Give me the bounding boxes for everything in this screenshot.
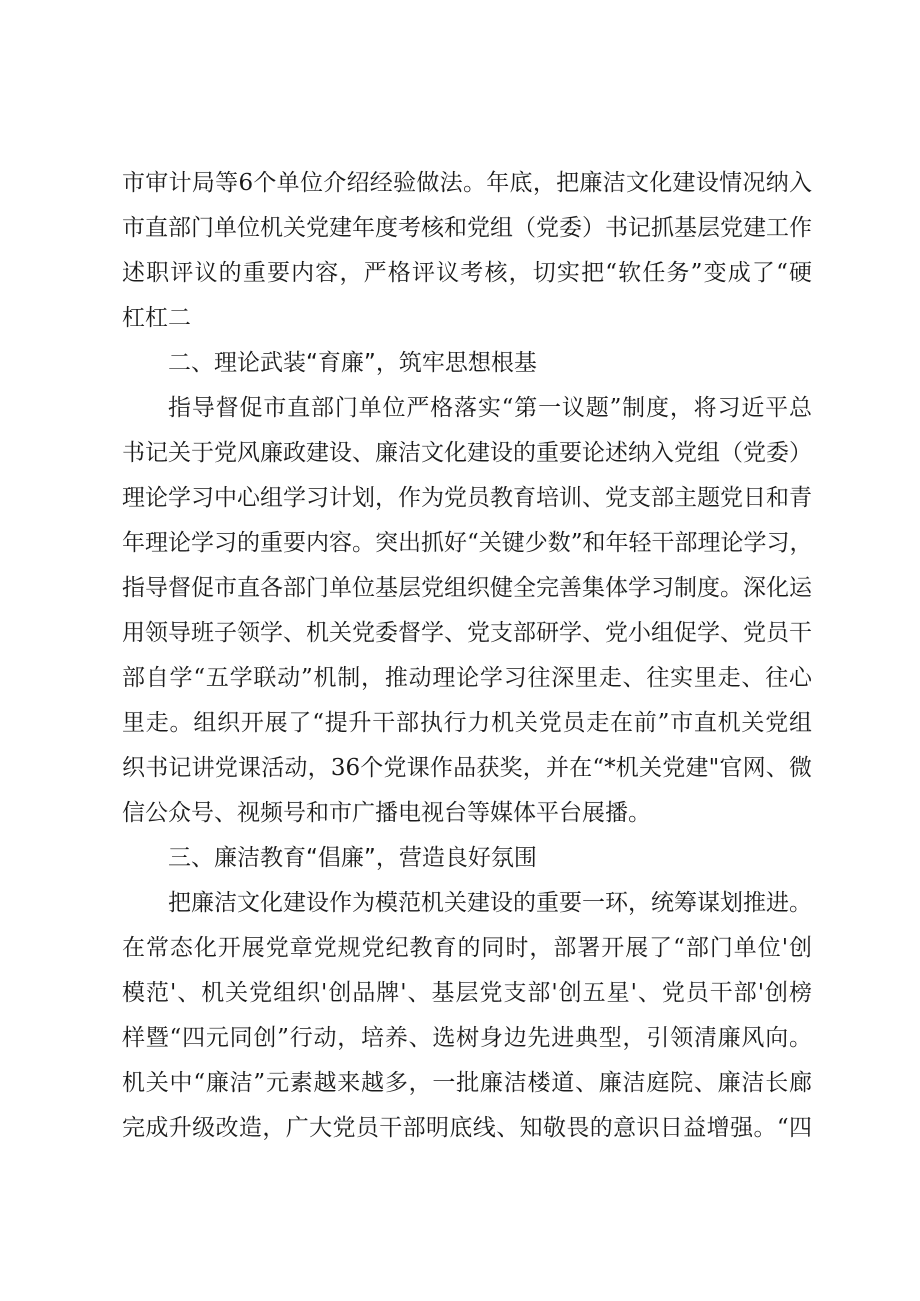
paragraph-2-line-10: 信公众号、视频号和市广播电视台等媒体平台展播。	[122, 800, 651, 826]
paragraph-2-line-8: 里走。组织开展了“提升干部执行力机关党员走在前”市直机关党组	[122, 710, 812, 736]
paragraph-2-line-3: 理论学习中心组学习计划，作为党员教育培训、党支部主题党日和青	[122, 485, 812, 511]
paragraph-2-line-1: 指导督促市直部门单位严格落实“第一议题”制度，将习近平总	[168, 395, 812, 421]
paragraph-3-line-2: 在常态化开展党章党规党纪教育的同时，部署开展了“部门单位'创	[122, 935, 812, 961]
paragraph-2-line-5: 指导督促市直各部门单位基层党组织健全完善集体学习制度。深化运	[122, 575, 812, 601]
section-2-heading: 二、理论武装“育廉”，筑牢思想根基	[168, 350, 537, 376]
paragraph-3-line-3: 模范'、机关党组织'创品牌'、基层党支部'创五星'、党员干部'创榜	[122, 980, 812, 1006]
paragraph-2-line-9: 织书记讲党课活动，36个党课作品获奖，并在“*机关党建"官网、微	[122, 755, 812, 781]
paragraph-3-line-5: 机关中“廉洁”元素越来越多，一批廉洁楼道、廉洁庭院、廉洁长廊	[122, 1070, 812, 1096]
paragraph-3-line-1: 把廉洁文化建设作为模范机关建设的重要一环，统筹谋划推进。	[168, 890, 812, 916]
paragraph-1-line-3: 述职评议的重要内容，严格评议考核，切实把“软任务”变成了“硬	[122, 260, 812, 286]
paragraph-3-line-6: 完成升级改造，广大党员干部明底线、知敬畏的意识日益增强。“四	[122, 1115, 812, 1141]
paragraph-1-line-4: 杠杠二	[122, 305, 191, 331]
paragraph-3-line-4: 样暨“四元同创”行动，培养、选树身边先进典型，引领清廉风向。	[122, 1025, 812, 1051]
section-3-heading: 三、廉洁教育“倡廉”，营造良好氛围	[168, 845, 537, 871]
paragraph-2-line-4: 年理论学习的重要内容。突出抓好“关键少数”和年轻干部理论学习，	[122, 530, 813, 556]
paragraph-2-line-7: 部自学“五学联动”机制，推动理论学习往深里走、往实里走、往心	[122, 665, 812, 691]
paragraph-2-line-6: 用领导班子领学、机关党委督学、党支部研学、党小组促学、党员干	[122, 620, 812, 646]
paragraph-2-line-2: 书记关于党风廉政建设、廉洁文化建设的重要论述纳入党组（党委）	[122, 440, 812, 466]
paragraph-1-line-1: 市审计局等6个单位介绍经验做法。年底，把廉洁文化建设情况纳入	[122, 170, 812, 196]
paragraph-1-line-2: 市直部门单位机关党建年度考核和党组（党委）书记抓基层党建工作	[122, 215, 812, 241]
